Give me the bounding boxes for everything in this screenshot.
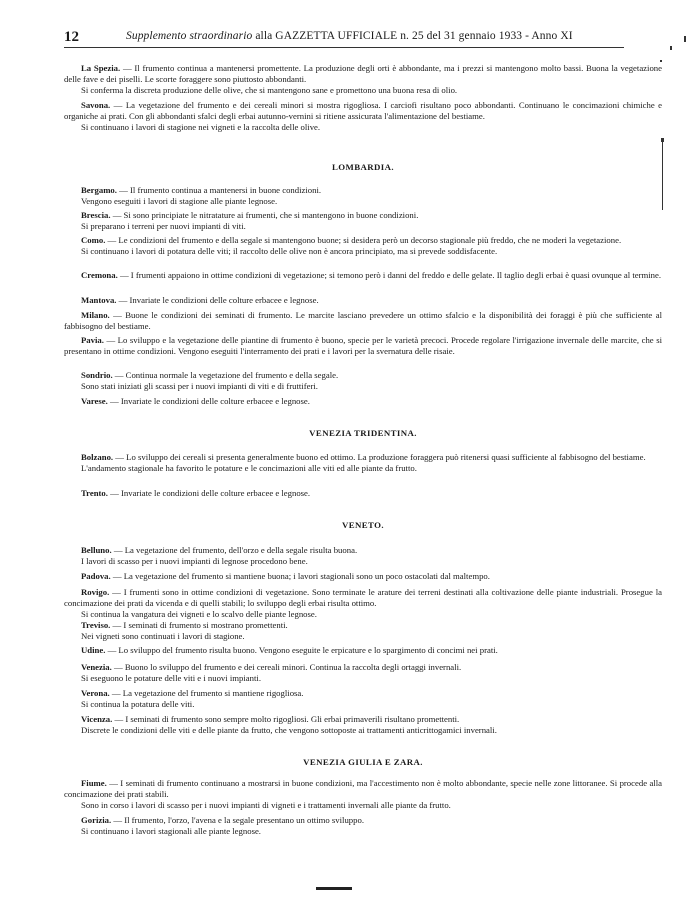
entry-text: Sono stati iniziati gli scassi per i nuovi impianti di viti e di fruttiferi. — [81, 381, 318, 392]
entry-trento — [64, 488, 662, 499]
header-rule — [64, 47, 624, 48]
entry-name: Cremona. — [81, 270, 118, 280]
entry-brescia — [64, 210, 662, 232]
entry-text: — Il frumento continua a mantenersi in buone condizioni. — [116, 185, 322, 195]
entry-text: — I seminati di frumento continuano a mostrarsi in buone condizioni, ma l'accestimento non è molto abbondante, specie nelle zone littoranee. Si procede alla concimazione dei prati stabili. — [64, 778, 662, 800]
entry-name: Como. — [81, 235, 106, 245]
entry-text: — Si sono principiate le nitratature ai frumenti, che si mantengono in buone condizioni. — [110, 210, 419, 220]
entry-text: — Continua normale la vegetazione del frumento e della segale. — [112, 370, 339, 380]
running-title-italic: Supplemento straordinario — [126, 30, 253, 42]
entry-padova — [64, 571, 662, 582]
entry-text: — I frumenti sono in ottime condizioni di vegetazione. Sono terminate le arature dei terreni destinati alla coltivazione delle piante industriali. Prosegue la concimazione dei prati da vicenda e di quelli stabili; lo sviluppo degli erbai risulta ottimo. — [64, 587, 662, 609]
entry-text: — Lo sviluppo del frumento risulta buono. Vengono eseguite le erpicature e lo spargimento di concimi nei prati. — [105, 645, 498, 655]
entry-verona — [64, 688, 662, 710]
entry-varese — [64, 396, 662, 407]
entry-name: Treviso. — [81, 620, 111, 630]
entry-text: Si eseguono le potature delle viti e i nuovi impianti. — [81, 673, 261, 684]
entry-name: Venezia. — [81, 662, 112, 672]
scan-margin-mark — [670, 46, 672, 50]
entry-name: Padova. — [81, 571, 111, 581]
entry-text: — La vegetazione del frumento si mantiene rigogliosa. — [109, 688, 304, 698]
entry-name: Mantova. — [81, 295, 117, 305]
entry-text: — Invariate le condizioni delle colture erbacee e legnose. — [107, 488, 311, 498]
section-heading: VENETO. — [342, 520, 384, 530]
entry-savona — [64, 100, 662, 134]
section-heading: VENEZIA TRIDENTINA. — [309, 428, 417, 438]
entry-name: Savona. — [81, 100, 111, 110]
entry-text: — I seminati di frumento si mostrano promettenti. — [110, 620, 288, 630]
entry-text: — Invariate le condizioni delle colture erbacee e legnose. — [107, 396, 310, 406]
scan-margin-mark — [661, 138, 664, 142]
entry-mantova — [64, 295, 662, 306]
entry-treviso — [64, 620, 662, 642]
entry-text: Si continua la potatura delle viti. — [81, 699, 195, 710]
entry-name: Gorizia. — [81, 815, 112, 825]
entry-text: L'andamento stagionale ha favorito le potature e le concimazioni alle viti ed alle piante da frutto. — [81, 463, 417, 474]
entry-text: Si preparano i terreni per nuovi impianti di viti. — [81, 221, 246, 232]
entry-text: Si conferma la discreta produzione delle olive, che si mantengono sane e promettono una buona resa di olio. — [81, 85, 458, 96]
entry-text: — Il frumento, l'orzo, l'avena e la segale presentano un ottimo sviluppo. — [111, 815, 364, 825]
entry-text: I lavori di scasso per i nuovi impianti di legnose procedono bene. — [81, 556, 308, 567]
entry-text: — La vegetazione del frumento si mantiene buona; i lavori stagionali sono un poco ostacolati dal maltempo. — [110, 571, 490, 581]
running-title-rest: alla GAZZETTA UFFICIALE n. 25 del 31 gennaio 1933 - Anno XI — [252, 30, 573, 42]
entry-belluno — [64, 545, 662, 567]
entry-name: Bolzano. — [81, 452, 114, 462]
entry-text: Si continuano i lavori stagionali alle piante legnose. — [81, 826, 261, 837]
entry-text: — I seminati di frumento sono sempre molto rigogliosi. Gli erbai primaverili risultano promettenti. — [112, 714, 460, 724]
entry-text: Si continuano i lavori di potatura delle viti; il raccolto delle olive non è ancora principiato, ma si prevede soddisfacente. — [81, 246, 498, 257]
entry-name: Udine. — [81, 645, 106, 655]
section-heading: LOMBARDIA. — [332, 162, 394, 172]
entry-text: — Invariate le condizioni delle colture erbacee e legnose. — [116, 295, 319, 305]
running-header — [64, 29, 624, 45]
end-rule — [316, 887, 352, 890]
entry-name: Vicenza. — [81, 714, 113, 724]
entry-name: Sondrio. — [81, 370, 113, 380]
entry-vicenza — [64, 714, 662, 736]
entry-milano — [64, 310, 662, 332]
entry-text: Si continuano i lavori di stagione nei vigneti e la raccolta delle olive. — [81, 122, 321, 133]
entry-text: — Buono lo sviluppo del frumento e dei cereali minori. Continua la raccolta degli ortaggi invernali. — [111, 662, 462, 672]
entry-text: Sono in corso i lavori di scasso per i nuovi impianti di vigneti e i trattamenti invernali alle piante da frutto. — [81, 800, 451, 811]
entry-cremona — [64, 270, 662, 281]
entry-gorizia — [64, 815, 662, 837]
entry-como — [64, 235, 662, 257]
entry-fiume — [64, 778, 662, 812]
entry-name: Trento. — [81, 488, 108, 498]
entry-name: Varese. — [81, 396, 108, 406]
entry-venezia — [64, 662, 662, 684]
section-heading: VENEZIA GIULIA E ZARA. — [303, 757, 423, 767]
entry-text: — Le condizioni del frumento e della segale si mantengono buone; si desidera però un decorso stagionale più freddo, che ne moderi la vegetazione. — [105, 235, 622, 245]
entry-bergamo — [64, 185, 662, 207]
entry-bolzano — [64, 452, 662, 474]
entry-pavia — [64, 335, 662, 357]
entry-name: Verona. — [81, 688, 110, 698]
entry-name: La Spezia. — [81, 63, 121, 73]
page-number: 12 — [64, 29, 79, 45]
entry-name: Fiume. — [81, 778, 107, 788]
entry-text: Vengono eseguiti i lavori di stagione alle piante legnose. — [81, 196, 278, 207]
scan-margin-mark — [684, 36, 686, 42]
entry-text: — Buone le condizioni dei seminati di frumento. Le marcite lasciano prevedere un ottimo sfalcio e la disponibilità dei foraggi è più che sufficiente al fabbisogno del bestiame. — [64, 310, 662, 332]
entry-text: Discrete le condizioni delle viti e delle piante da frutto, che vengono sottoposte ai trattamenti anticrittogamici invernali. — [81, 725, 497, 736]
entry-name: Pavia. — [81, 335, 104, 345]
entry-text: — Lo sviluppo dei cereali si presenta generalmente buono ed ottimo. La produzione foraggera può ritenersi quasi sufficiente al fabbisogno del bestiame. — [113, 452, 646, 462]
entry-name: Rovigo. — [81, 587, 110, 597]
entry-name: Bergamo. — [81, 185, 117, 195]
entry-text: Si continua la vangatura dei vigneti e lo scalvo delle piante legnose. — [81, 609, 317, 620]
entry-text: Nei vigneti sono continuati i lavori di stagione. — [81, 631, 245, 642]
entry-name: Belluno. — [81, 545, 112, 555]
entry-name: Milano. — [81, 310, 110, 320]
entry-text: — La vegetazione del frumento e dei cereali minori si mostra rigogliosa. I carciofi risultano poco abbondanti. Continuano le concimazioni chimiche e organiche ai prati. Con gli abbondanti sfalci degli erbai autunno-vernini si ritiene assicurata l'alimentazione del bestiame. — [64, 100, 662, 122]
entry-la-spezia — [64, 63, 662, 97]
entry-name: Brescia. — [81, 210, 111, 220]
scan-margin-mark — [660, 60, 662, 62]
entry-text: — La vegetazione del frumento, dell'orzo e della segale risulta buona. — [111, 545, 358, 555]
entry-udine — [64, 645, 662, 656]
entry-sondrio — [64, 370, 662, 392]
entry-text: — Il frumento continua a mantenersi promettente. La produzione degli orti è abbondante, ma i prezzi si mantengono molto bassi. Buona la vegetazione delle fave e dei piselli. Le scorte foraggere sono piuttosto abbondanti. — [64, 63, 662, 85]
entry-text: — I frumenti appaiono in ottime condizioni di vegetazione; si temono però i danni del freddo e delle gelate. Il taglio degli erbai è quasi ovunque al termine. — [117, 270, 662, 280]
entry-text: — Lo sviluppo e la vegetazione delle piantine di frumento è buono, specie per le varietà precoci. Procede regolare l'irrigazione invernale delle marcite, che si presentano in ottime condizioni. Vengono eseguiti l'interramento dei prati e i lavori per la svernatura delle risaie. — [64, 335, 662, 357]
running-title — [126, 30, 573, 42]
entry-rovigo — [64, 587, 662, 621]
scan-margin-mark — [662, 140, 663, 210]
